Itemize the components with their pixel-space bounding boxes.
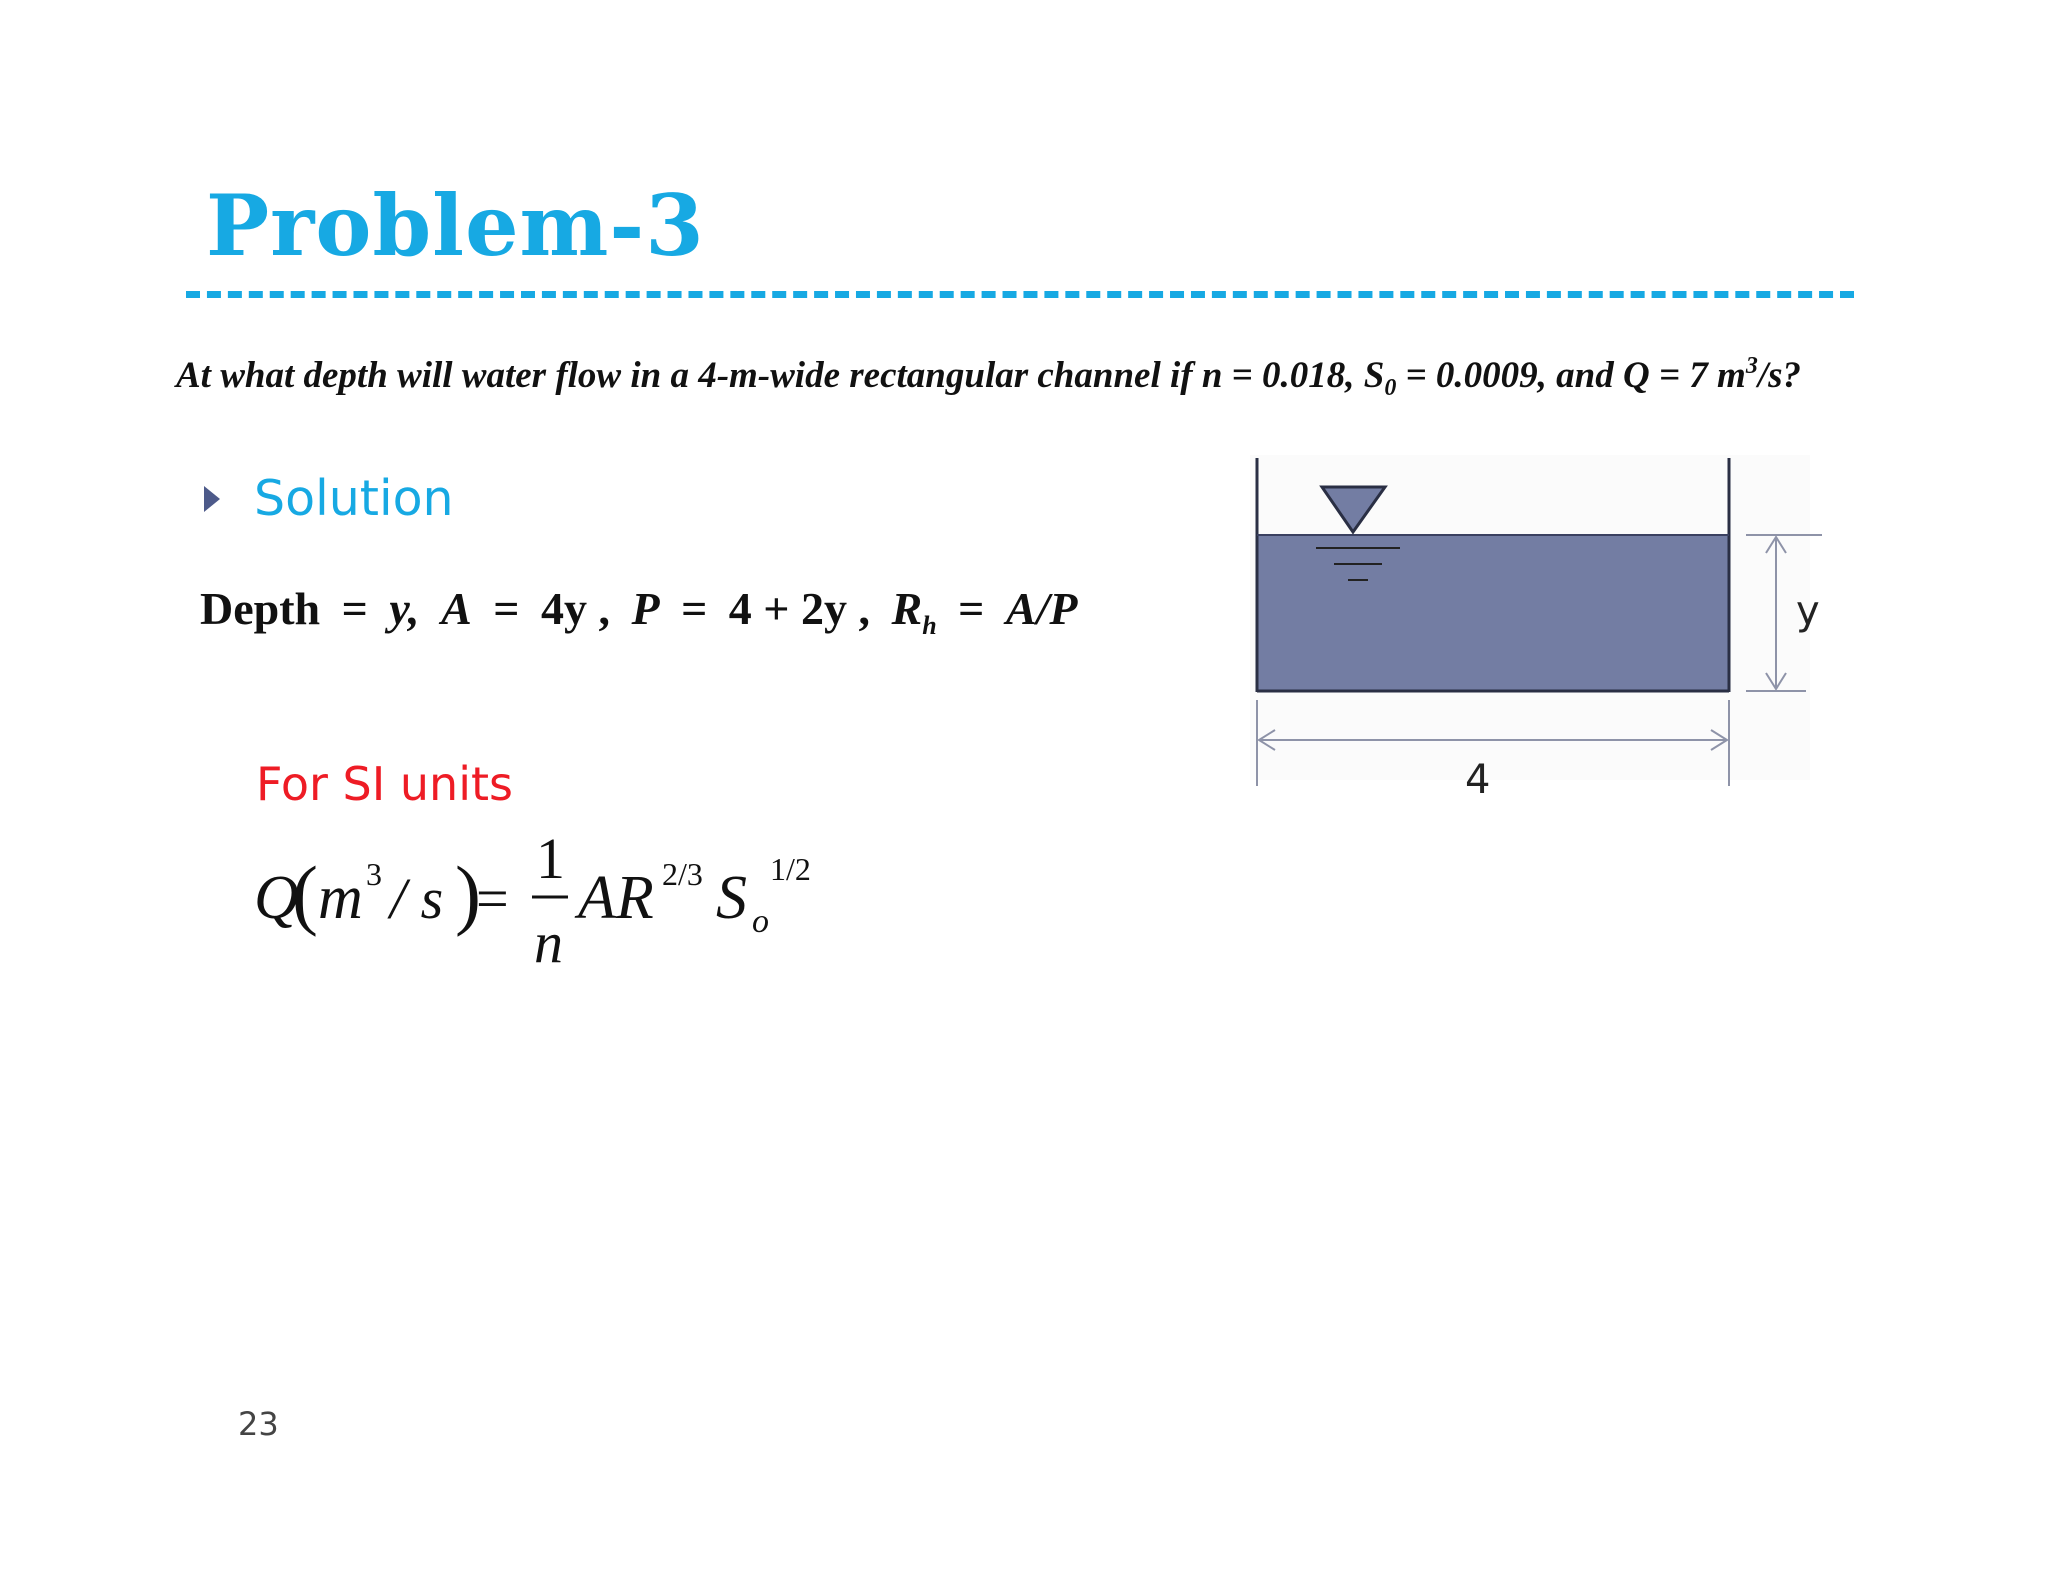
depth-word: Depth: [200, 583, 321, 634]
formula-exp-2-3: 2/3: [662, 856, 703, 892]
formula-open-paren: (: [292, 850, 318, 937]
formula-sub-o: o: [752, 903, 769, 940]
depth-P: P: [631, 583, 660, 634]
depth-eq-4: =: [958, 583, 985, 634]
width-dimension-label: 4: [1465, 757, 1491, 803]
formula-m: m: [318, 864, 363, 932]
slide-title: Problem-3: [206, 176, 705, 275]
formula-slash-s: / s: [390, 866, 444, 931]
depth-dimension-label: y: [1796, 588, 1820, 634]
depth-y: y,: [389, 583, 420, 634]
depth-p-value: 4 + 2y ,: [728, 583, 871, 634]
problem-text-2: = 0.0009, and Q = 7 m: [1396, 355, 1746, 396]
depth-eq-1: =: [341, 583, 368, 634]
formula-Q: Q: [254, 864, 299, 932]
problem-superscript: 3: [1745, 353, 1758, 379]
problem-text-1: At what depth will water flow in a 4-m-wide rectangular channel if n = 0.018, S: [176, 355, 1385, 396]
si-units-label: For SI units: [256, 757, 513, 811]
solution-label: Solution: [254, 470, 454, 527]
formula-denominator: n: [534, 910, 563, 975]
formula-exp-1-2: 1/2: [770, 851, 811, 887]
depth-eq-2: =: [493, 583, 520, 634]
problem-text-3: /s?: [1757, 355, 1802, 396]
water-body: [1257, 535, 1729, 691]
formula-S: S: [716, 864, 747, 932]
formula-exp-3: 3: [366, 856, 382, 892]
depth-r-value: A/P: [1005, 583, 1078, 634]
depth-eq-3: =: [681, 583, 708, 634]
problem-subscript: 0: [1384, 375, 1397, 401]
depth-a-value: 4y ,: [540, 583, 610, 634]
page-number: 23: [238, 1405, 279, 1443]
formula-equals: =: [476, 866, 509, 931]
depth-R-subscript: h: [922, 611, 937, 640]
formula-AR: AR: [578, 864, 654, 932]
depth-A: A: [441, 583, 472, 634]
formula-numerator: 1: [536, 826, 565, 891]
depth-R: R: [891, 583, 923, 634]
formula-close-paren: ): [455, 850, 481, 937]
